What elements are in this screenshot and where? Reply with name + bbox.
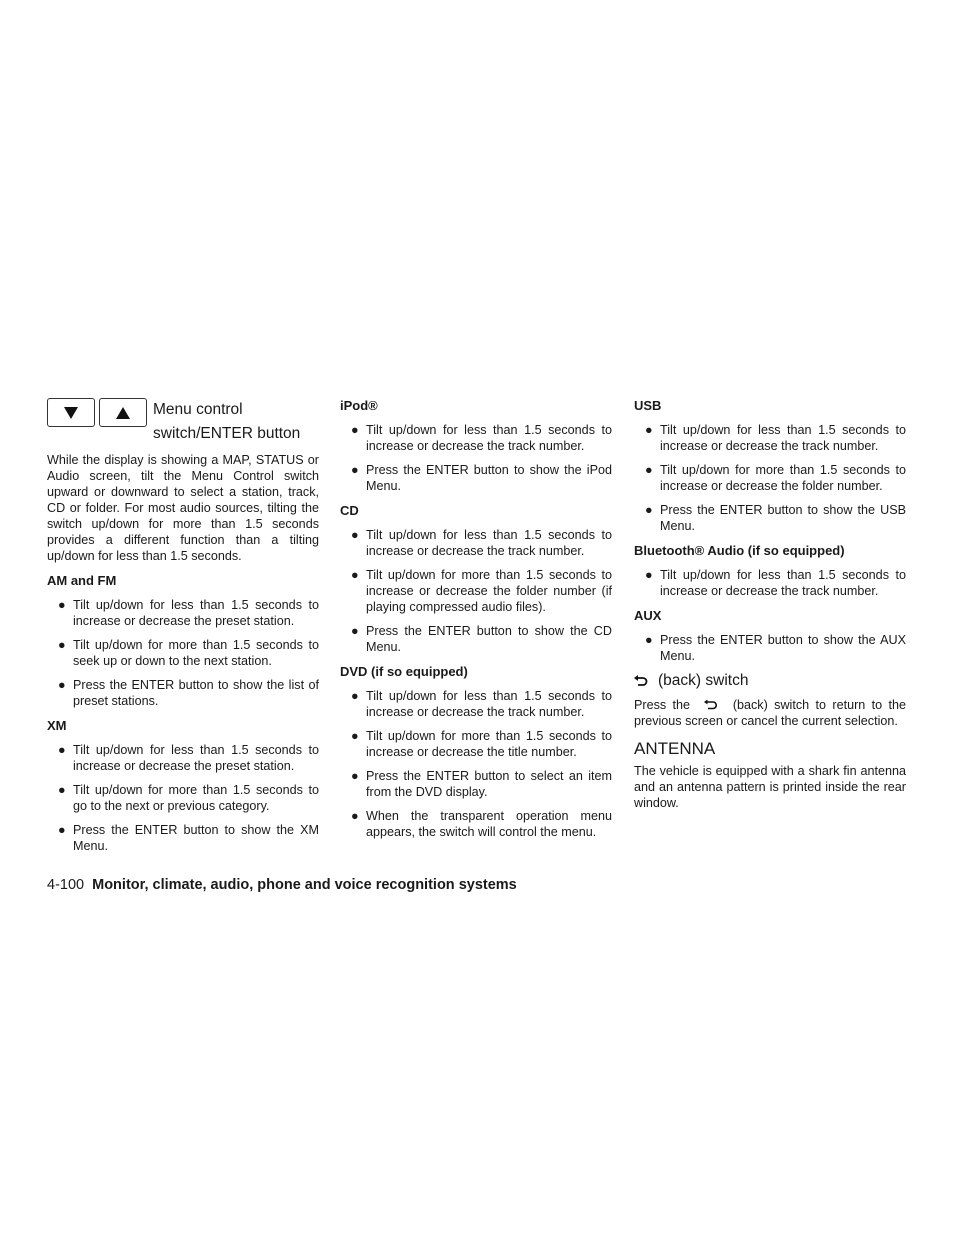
list-item: ● Tilt up/down for less than 1.5 seconds to increase or decrease the track number. [645,568,906,598]
xm-heading: XM [47,718,67,733]
usb-list [634,422,906,534]
up-arrow-key-icon [99,398,147,427]
back-switch-text: Press the (back) switch to return to the previous screen or cancel the current selection. [634,698,907,728]
menu-intro: While the display is showing a MAP, STATUS or Audio screen, tilt the Menu Control switch upward or downward to select a station, track, CD or folder. For most audio sources, tilting the switch up/down for more than 1.5 seconds provides a different function than a tilting up/down for less than 1.5 seconds. [47,453,319,563]
bullet: ● [58,678,66,692]
list-item: ● Tilt up/down for more than 1.5 seconds to increase or decrease the folder number. [645,463,906,493]
list-item: ● Tilt up/down for less than 1.5 seconds to increase or decrease the preset station. [58,598,319,628]
bluetooth-heading: Bluetooth® Audio (if so equipped) [634,543,845,558]
dvd-list [340,688,612,840]
list-item: ● Tilt up/down for more than 1.5 seconds to increase or decrease the folder number (if playing compressed audio files). [351,568,612,614]
bullet: ● [58,638,66,652]
menu-title-line-1: Menu control [153,401,243,418]
menu-title-line-2: switch/ENTER button [153,425,301,442]
bullet: ● [351,528,359,542]
list-item: ● Press the ENTER button to show the USB Menu. [645,503,906,533]
bullet: ● [645,633,653,647]
antenna-heading: ANTENNA [634,739,716,758]
list-item: ● Press the ENTER button to show the AUX Menu. [645,633,906,663]
ipod-heading: iPod® [340,398,378,413]
list-item: ● Tilt up/down for less than 1.5 seconds to increase or decrease the track number. [351,528,612,558]
list-item: ● Tilt up/down for more than 1.5 seconds to seek up or down to the next station. [58,638,319,668]
down-arrow-key-icon [47,398,95,427]
bullet: ● [351,423,359,437]
back-switch-heading [634,673,906,689]
list-item: ● Tilt up/down for less than 1.5 seconds to increase or decrease the preset station. [58,743,319,773]
bullet: ● [351,463,359,477]
bullet: ● [351,809,359,823]
page-footer [47,877,517,893]
cd-heading: CD [340,503,359,518]
bullet: ● [58,783,66,797]
list-item: ● When the transparent operation menu appears, the switch will control the menu. [351,809,612,839]
bullet: ● [58,743,66,757]
bullet: ● [645,463,653,477]
bullet: ● [351,624,359,638]
menu-control-title [153,398,300,446]
menu-keys [47,398,147,427]
list-item: ● Tilt up/down for less than 1.5 seconds to increase or decrease the track number. [645,423,906,453]
bluetooth-list [634,567,906,599]
back-switch-title: (back) switch [658,672,749,689]
page-number: 4-100 [47,877,85,893]
bullet: ● [351,769,359,783]
bullet: ● [351,729,359,743]
aux-heading: AUX [634,608,662,623]
section-title: Monitor, climate, audio, phone and voice recognition systems [92,877,517,893]
bullet: ● [645,503,653,517]
list-item: ● Tilt up/down for more than 1.5 seconds to go to the next or previous category. [58,783,319,813]
usb-heading: USB [634,398,662,413]
cd-list [340,527,612,655]
dvd-heading: DVD (if so equipped) [340,664,468,679]
bullet: ● [645,423,653,437]
bullet: ● [58,823,66,837]
am-fm-heading: AM and FM [47,573,117,588]
list-item: ● Tilt up/down for less than 1.5 seconds to increase or decrease the track number. [351,423,612,453]
list-item: ● Tilt up/down for less than 1.5 seconds to increase or decrease the track number. [351,689,612,719]
bullet: ● [351,568,359,582]
menu-control-heading [47,398,319,446]
column-1 [47,398,319,863]
column-2 [340,398,612,849]
list-item: ● Press the ENTER button to show the list of preset stations. [58,678,319,708]
list-item: ● Press the ENTER button to show the CD Menu. [351,624,612,654]
bullet: ● [351,689,359,703]
list-item: ● Press the ENTER button to show the XM Menu. [58,823,319,853]
antenna-text: The vehicle is equipped with a shark fin antenna and an antenna pattern is printed inside the rear window. [634,764,906,810]
list-item: ● Press the ENTER button to show the iPod Menu. [351,463,612,493]
aux-list [634,632,906,664]
back-arrow-icon [634,674,648,688]
xm-list [47,742,319,854]
list-item: ● Press the ENTER button to select an item from the DVD display. [351,769,612,799]
column-3 [634,398,906,820]
am-fm-list [47,597,319,709]
bullet: ● [645,568,653,582]
back-arrow-icon [700,699,722,712]
bullet: ● [58,598,66,612]
list-item: ● Tilt up/down for more than 1.5 seconds to increase or decrease the title number. [351,729,612,759]
ipod-list [340,422,612,494]
